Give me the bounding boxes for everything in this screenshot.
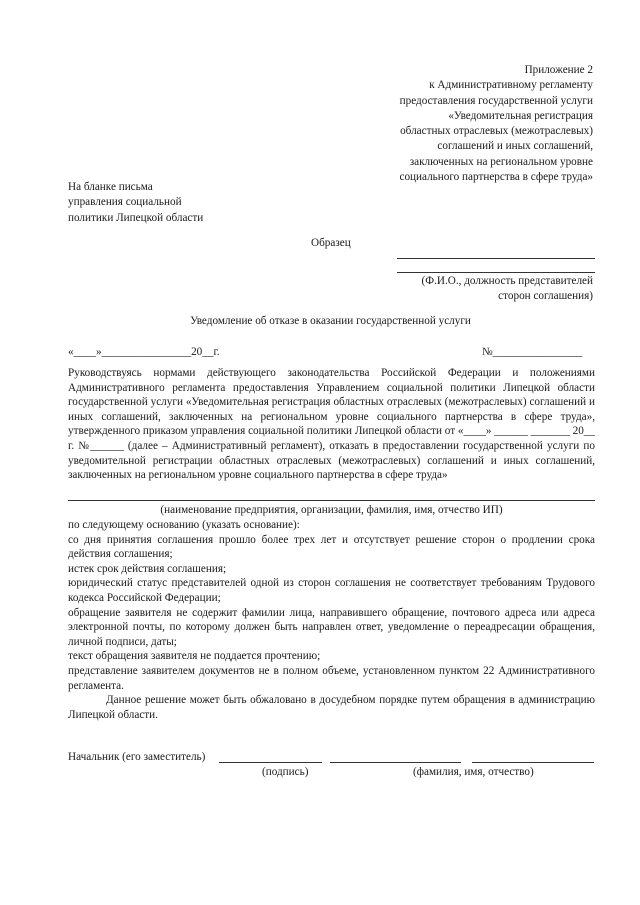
recipient-caption-line: (Ф.И.О., должность представителей — [421, 275, 593, 287]
reason-item: истек срок действия соглашения; — [68, 562, 227, 575]
recipient-blank-line — [397, 258, 595, 259]
main-paragraph: Руководствуясь нормами действующего законодательства Российской Федерации и положениями Административного регламента предоставления Управлением социальной политики Липецкой области государственной услуги «Уведомительная регистрация областных отраслевых (межотраслевых) соглашений и иных соглашений, заключенных на региональном уровне социального партнерства в сфере труда», утвержденного приказом управления социальной политики Липецкой области от «____» ______ _______ 20__ г. №______ (далее – Административный регламент), отказать в предоставлении государственной услуги по уведомительной регистрации областных отраслевых (межотраслевых) соглашений и иных соглашений, заключенных на региональном уровне социального партнерства в сфере труда» — [68, 367, 595, 482]
appendix-line: соглашений и иных соглашений, — [437, 140, 593, 153]
extra-blank-line — [472, 762, 594, 763]
appendix-line: заключенных на региональном уровне — [409, 155, 593, 168]
sample-label: Образец — [311, 237, 351, 249]
recipient-blank-line — [397, 272, 595, 273]
name-blank-line — [330, 762, 461, 763]
reasons-block — [68, 518, 595, 722]
letterhead-line: политики Липецкой области — [68, 211, 204, 224]
letterhead-line: управления социальной — [68, 196, 182, 209]
appendix-line: «Уведомительная регистрация — [448, 109, 593, 122]
appendix-line: социального партнерства в сфере труда» — [399, 171, 593, 184]
reason-item: обращение заявителя не содержит фамилии лица, направившего обращение, почтового адреса или адреса электронной почты, по которому должен быть направлен ответ, уведомление о переадресации обращения, личной подписи, даты; — [68, 606, 595, 648]
reason-item: представление заявителем документов не в полном объеме, установленном пунктом 22 Административного регламента. — [68, 664, 595, 692]
recipient-caption — [422, 274, 593, 305]
organization-blank-line — [68, 500, 595, 501]
reasons-intro: по следующему основанию (указать основание): — [68, 519, 300, 531]
appeal-paragraph: Данное решение может быть обжаловано в досудебном порядке путем обращения в администрацию Липецкой области. — [68, 694, 595, 721]
appendix-line: областных отраслевых (межотраслевых) — [400, 125, 593, 138]
reason-item: текст обращения заявителя не поддается прочтению; — [68, 650, 321, 663]
document-title: Уведомление об отказе в оказании государственной услуги — [190, 315, 471, 327]
appendix-line: Приложение 2 — [524, 64, 593, 76]
appendix-line: предоставления государственной услуги — [399, 94, 593, 107]
date-line: «____»________________20__г. — [68, 346, 220, 358]
number-line: №________________ — [482, 346, 583, 358]
appendix-line: к Административному регламенту — [429, 79, 593, 92]
reason-item: со дня принятия соглашения прошло более трех лет и отсутствует решение сторон о продлении срока действия соглашения; — [68, 533, 595, 561]
reason-item: юридический статус представителей одной из сторон соглашения не соответствует требованиям Трудового кодекса Российской Федерации; — [68, 577, 595, 604]
signature-caption: (подпись) — [262, 766, 309, 778]
recipient-caption-line: сторон соглашения) — [498, 290, 593, 303]
signature-label: Начальник (его заместитель) — [68, 751, 206, 763]
letterhead-note — [68, 180, 203, 226]
appendix-header — [399, 63, 593, 185]
signature-blank-line — [219, 762, 322, 763]
name-caption: (фамилия, имя, отчество) — [413, 766, 534, 778]
organization-caption: (наименование предприятия, организации, фамилия, имя, отчество ИП) — [160, 504, 503, 516]
letterhead-line: На бланке письма — [68, 181, 153, 193]
